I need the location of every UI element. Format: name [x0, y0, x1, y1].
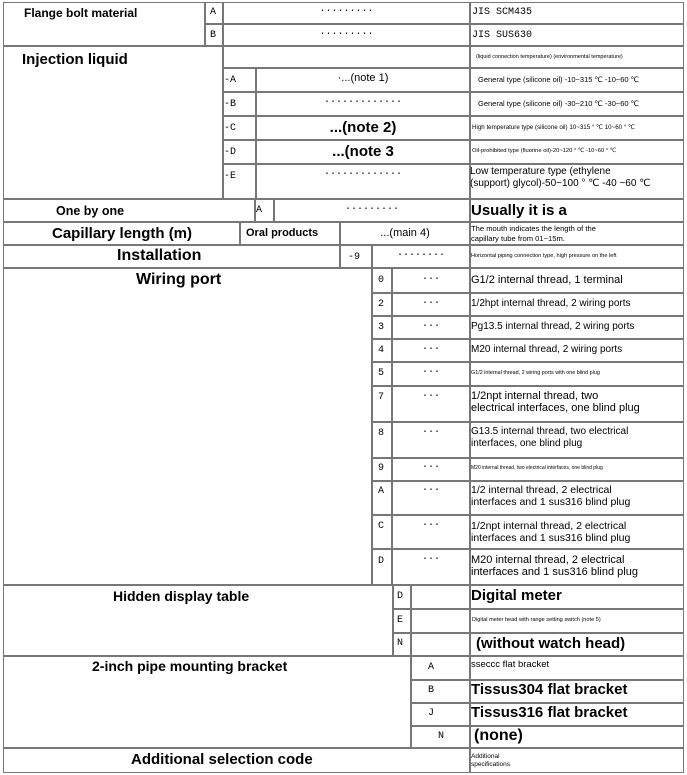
display-code-n: N — [397, 638, 404, 649]
wiring-code-4: 4 — [378, 345, 385, 356]
wiring-code-cell-d — [372, 549, 392, 585]
inj-note-d: ...(note 3 — [332, 143, 394, 160]
wiring-dots-a: ··· — [421, 485, 440, 496]
flange-value-a: JIS SCM435 — [472, 7, 533, 18]
wiring-value-a-l2: interfaces and 1 sus316 blind plug — [471, 496, 631, 508]
wiring-code-5: 5 — [378, 368, 385, 379]
additional-value-l2: specifications — [471, 761, 511, 768]
injection-header-blank — [223, 46, 470, 68]
wiring-dots-9: ··· — [421, 462, 440, 473]
wiring-value-2-l1: 1/2hpt internal thread, 2 wiring ports — [471, 298, 631, 309]
inj-note-a: ·...(note 1) — [337, 72, 389, 84]
wiring-code-a: A — [378, 486, 385, 497]
inj-note-b: ············· — [323, 97, 402, 108]
wiring-code-d: D — [378, 556, 385, 567]
wiring-value-7-l1: 1/2npt internal thread, two — [471, 390, 599, 402]
bracket-title: 2-inch pipe mounting bracket — [92, 658, 288, 674]
installation-value: Horizontal piping connection type, high pressure on the left — [471, 253, 617, 259]
wiring-dots-2: ··· — [421, 298, 440, 309]
inj-value-e-l2: (support) glycol)-50~100 ° ℃ -40 ~60 ℃ — [470, 178, 651, 189]
inj-value-c: High temperature type (silicone oil) 10~315 ° ℃ 10~60 ° ℃ — [472, 124, 635, 131]
flange-value-b: JIS SUS630 — [472, 30, 533, 41]
bracket-code-j: J — [428, 708, 435, 719]
bracket-value-n: (none) — [474, 727, 523, 744]
inj-note-e: ············· — [323, 169, 402, 180]
wiring-value-4-l1: M20 internal thread, 2 wiring ports — [471, 344, 623, 355]
display-title: Hidden display table — [113, 588, 250, 604]
wiring-dots-7: ··· — [421, 391, 440, 402]
flange-title: Flange bolt material — [24, 6, 138, 20]
bracket-value-j: Tissus316 flat bracket — [471, 704, 628, 721]
bracket-code-n: N — [438, 731, 445, 742]
additional-label: Additional selection code — [131, 751, 313, 768]
wiring-value-8-l1: G13.5 internal thread, two electrical — [471, 426, 629, 437]
wiring-dots-0: ··· — [421, 274, 440, 285]
wiring-value-0-l1: G1/2 internal thread, 1 terminal — [471, 274, 623, 286]
injection-header: (liquid connection temperature) (environmental temperature) — [476, 54, 623, 60]
bracket-code-a: A — [428, 662, 435, 673]
inj-code-c: -C — [224, 123, 237, 134]
inj-value-a: General type (silicone oil) -10~315 ℃ -10~60 ℃ — [478, 75, 640, 84]
installation-code: -9 — [348, 252, 361, 263]
injection-title: Injection liquid — [22, 51, 128, 68]
inj-value-b: General type (silicone oil) -30~210 ℃ -30~60 ℃ — [478, 99, 640, 108]
bracket-value-b: Tissus304 flat bracket — [471, 681, 628, 698]
inj-note-c: ...(note 2) — [329, 119, 397, 136]
additional-value-l1: Additional — [471, 753, 500, 760]
wiring-value-d-l2: interfaces and 1 sus316 blind plug — [471, 566, 638, 578]
wiring-value-7-l2: electrical interfaces, one blind plug — [471, 402, 640, 414]
display-value-n: (without watch head) — [476, 635, 626, 652]
one-by-one-label: One by one — [56, 204, 125, 218]
display-code-d: D — [397, 591, 404, 602]
one-by-one-dots: ········· — [344, 204, 399, 215]
display-value-d: Digital meter — [471, 587, 562, 604]
wiring-code-8: 8 — [378, 428, 385, 439]
wiring-dots-4: ··· — [421, 344, 440, 355]
display-code-e: E — [397, 615, 404, 626]
installation-dots: ········ — [396, 250, 445, 261]
bracket-code-cell-j — [411, 703, 470, 726]
flange-code-b: B — [210, 30, 217, 41]
wiring-value-8-l2: interfaces, one blind plug — [471, 438, 583, 449]
installation-label: Installation — [117, 247, 202, 264]
wiring-value-a-l1: 1/2 internal thread, 2 electrical — [471, 484, 612, 496]
flange-dots-b: ········· — [319, 29, 374, 40]
wiring-dots-5: ··· — [421, 367, 440, 378]
bracket-value-a: sseccc flat bracket — [471, 659, 550, 670]
wiring-value-5-l1: G1/2 internal thread, 2 wiring ports with one blind plug — [471, 370, 600, 376]
capillary-sub: Oral products — [246, 227, 319, 239]
wiring-dots-8: ··· — [421, 427, 440, 438]
display-blank-d — [411, 585, 470, 609]
wiring-dots-3: ··· — [421, 321, 440, 332]
wiring-value-c-l2: interfaces and 1 sus316 blind plug — [471, 532, 631, 544]
capillary-value-l1: The mouth indicates the length of the — [471, 224, 596, 233]
inj-value-d: Oil-prohibited type (fluorine oil)-20~120 ° ℃ -10~60 ° ℃ — [472, 148, 617, 154]
capillary-label: Capillary length (m) — [52, 225, 193, 242]
wiring-dots-c: ··· — [421, 520, 440, 531]
injection-label-cell — [3, 46, 223, 199]
wiring-code-c: C — [378, 521, 385, 532]
wiring-label-cell — [3, 268, 372, 585]
bracket-code-cell-a — [411, 656, 470, 680]
one-by-one-value: Usually it is a — [471, 202, 567, 219]
bracket-code-b: B — [428, 685, 435, 696]
display-blank-e — [411, 609, 470, 633]
one-by-one-label-cell — [3, 199, 255, 222]
wiring-code-3: 3 — [378, 322, 385, 333]
flange-code-a: A — [210, 7, 217, 18]
wiring-value-3-l1: Pg13.5 internal thread, 2 wiring ports — [471, 321, 635, 332]
wiring-code-9: 9 — [378, 463, 385, 474]
inj-code-e: -E — [224, 171, 237, 182]
capillary-value-l2: capillary tube from 01~15m. — [471, 234, 565, 243]
one-by-one-code: A — [256, 205, 263, 216]
wiring-code-0: 0 — [378, 275, 385, 286]
wiring-dots-d: ··· — [421, 554, 440, 565]
bracket-code-cell-b — [411, 680, 470, 703]
inj-value-e-l1: Low temperature type (ethylene — [470, 166, 611, 177]
wiring-code-7: 7 — [378, 392, 385, 403]
wiring-code-2: 2 — [378, 299, 385, 310]
inj-code-b: -B — [224, 99, 237, 110]
wiring-title: Wiring port — [136, 271, 222, 288]
display-blank-n — [411, 633, 470, 656]
inj-code-a: -A — [224, 75, 237, 86]
wiring-value-d-l1: M20 internal thread, 2 electrical — [471, 554, 625, 566]
capillary-note: ...(main 4) — [380, 227, 430, 239]
wiring-value-c-l1: 1/2npt internal thread, 2 electrical — [471, 520, 627, 532]
display-value-e: Digital meter head with range setting switch (note 5) — [472, 617, 601, 623]
wiring-value-9-l1: M20 internal thread, two electrical interfaces, one blind plug — [471, 465, 603, 471]
inj-code-d: -D — [224, 147, 237, 158]
flange-dots-a: ········· — [319, 6, 374, 17]
